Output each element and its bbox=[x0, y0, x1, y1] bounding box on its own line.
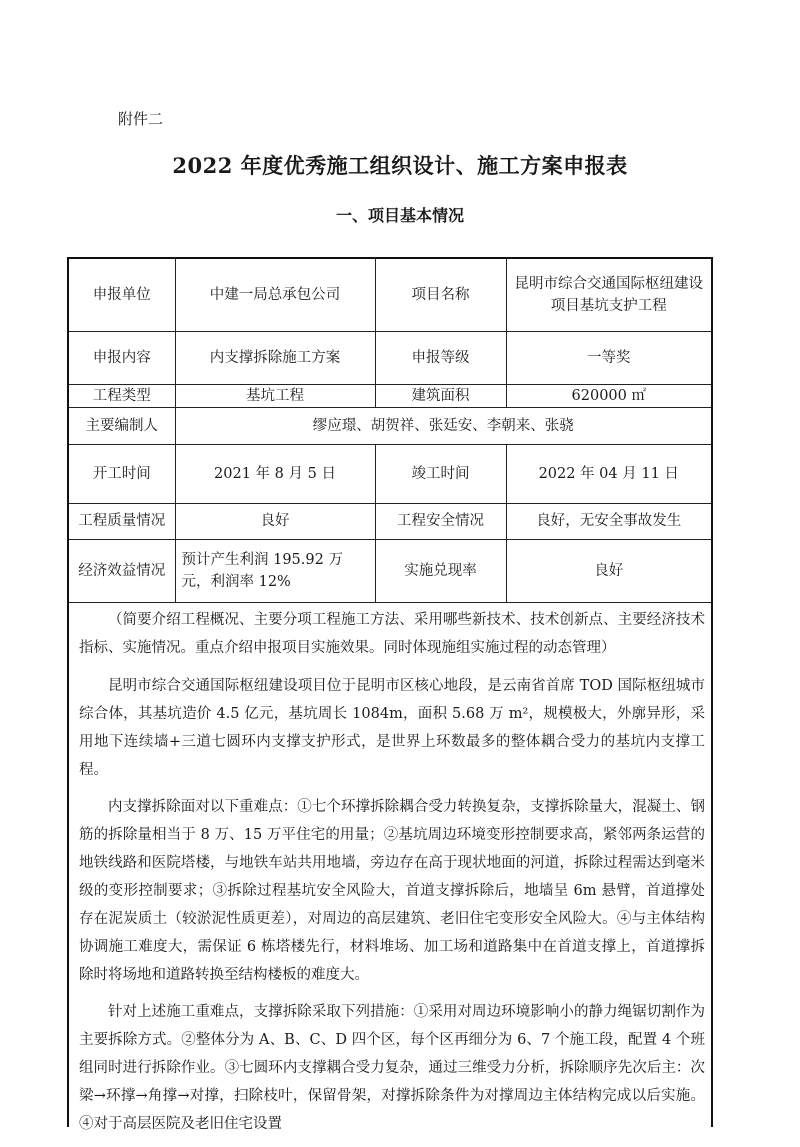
fulfill-value: 良好 bbox=[506, 539, 711, 602]
area-label: 建筑面积 bbox=[375, 384, 506, 407]
start-value: 2021 年 8 月 5 日 bbox=[175, 444, 375, 503]
table-row bbox=[69, 539, 711, 602]
safety-value: 良好，无安全事故发生 bbox=[506, 503, 711, 539]
description-paragraph: 昆明市综合交通国际枢纽建设项目位于昆明市区核心地段，是云南省首席 TOD 国际枢纽城市综合体，其基坑造价 4.5 亿元，基坑周长 1084m，面积 5.68 万 m²，规模极大，外廓异形，采用地下连续墙+三道七圆环内支撑支护形式，是世界上环数最多的整体耦合受力的基坑内支撑工程。 bbox=[79, 678, 705, 778]
type-value: 基坑工程 bbox=[175, 384, 375, 407]
grade-label: 申报等级 bbox=[375, 331, 506, 384]
end-value: 2022 年 04 月 11 日 bbox=[506, 444, 711, 503]
safety-label: 工程安全情况 bbox=[375, 503, 506, 539]
description-instruction: （简要介绍工程概况、主要分项工程施工方法、采用哪些新技术、技术创新点、主要经济技术指标、实施情况。重点介绍申报项目实施效果。同时体现施组实施过程的动态管理） bbox=[79, 612, 705, 656]
section-title: 一、项目基本情况 bbox=[335, 206, 464, 225]
table-row bbox=[69, 407, 711, 444]
project-name-value: 昆明市综合交通国际枢纽建设项目基坑支护工程 bbox=[506, 259, 711, 331]
start-label: 开工时间 bbox=[69, 444, 175, 503]
grade-value: 一等奖 bbox=[506, 331, 711, 384]
authors-value: 缪应璟、胡贺祥、张廷安、李朝来、张骁 bbox=[175, 407, 711, 444]
table-row bbox=[69, 444, 711, 503]
quality-value: 良好 bbox=[175, 503, 375, 539]
table-row bbox=[69, 331, 711, 384]
table-row bbox=[69, 384, 711, 407]
end-label: 竣工时间 bbox=[375, 444, 506, 503]
table-row bbox=[69, 503, 711, 539]
document-title: 2022 年度优秀施工组织设计、施工方案申报表 bbox=[172, 153, 628, 178]
content-value: 内支撑拆除施工方案 bbox=[175, 331, 375, 384]
benefit-value: 预计产生利润 195.92 万元，利润率 12% bbox=[175, 539, 375, 602]
table-row bbox=[69, 259, 711, 331]
project-info-table bbox=[69, 259, 711, 603]
quality-label: 工程质量情况 bbox=[69, 503, 175, 539]
description-paragraph: 内支撑拆除面对以下重难点：①七个环撑拆除耦合受力转换复杂，支撑拆除量大，混凝土、钢筋的拆除量相当于 8 万、15 万平住宅的用量；②基坑周边环境变形控制要求高，紧邻两条运营的地铁线路和医院塔楼，与地铁车站共用地墙，旁边存在高于现状地面的河道，拆除过程需达到毫米级的变形控制要求；③拆除过程基坑安全风险大，首道支撑拆除后，地墙呈 6m 悬臂，首道撑处存在泥炭质土（较淤泥性质更差），对周边的高层建筑、老旧住宅变形安全风险大。④与主体结构协调施工难度大，需保证 6 栋塔楼先行，材料堆场、加工场和道路集中在首道支撑上，首道撑拆除时将场地和道路转换至结构楼板的难度大。 bbox=[79, 799, 705, 983]
content-label: 申报内容 bbox=[69, 331, 175, 384]
type-label: 工程类型 bbox=[69, 384, 175, 407]
description-paragraph: 针对上述施工重难点，支撑拆除采取下列措施：①采用对周边环境影响小的静力绳锯切割作为主要拆除方式。②整体分为 A、B、C、D 四个区，每个区再细分为 6、7 个施工段，配置 4 个班组同时进行拆除作业。③七圆环内支撑耦合受力复杂，通过三维受力分析，拆除顺序先次后主：次梁→环撑→角撑→对撑，扫除枝叶，保留骨架，对撑拆除条件为对撑周边主体结构完成以后实施。④对于高层医院及老旧住宅设置 bbox=[79, 1004, 705, 1132]
applicant-label: 申报单位 bbox=[69, 259, 175, 331]
fulfill-label: 实施兑现率 bbox=[375, 539, 506, 602]
benefit-label: 经济效益情况 bbox=[69, 539, 175, 602]
application-form bbox=[67, 257, 713, 1132]
project-description bbox=[79, 606, 705, 1147]
applicant-value: 中建一局总承包公司 bbox=[175, 259, 375, 331]
authors-label: 主要编制人 bbox=[69, 407, 175, 444]
project-name-label: 项目名称 bbox=[375, 259, 506, 331]
area-value: 620000 ㎡ bbox=[506, 384, 711, 407]
attachment-label: 附件二 bbox=[118, 110, 164, 128]
